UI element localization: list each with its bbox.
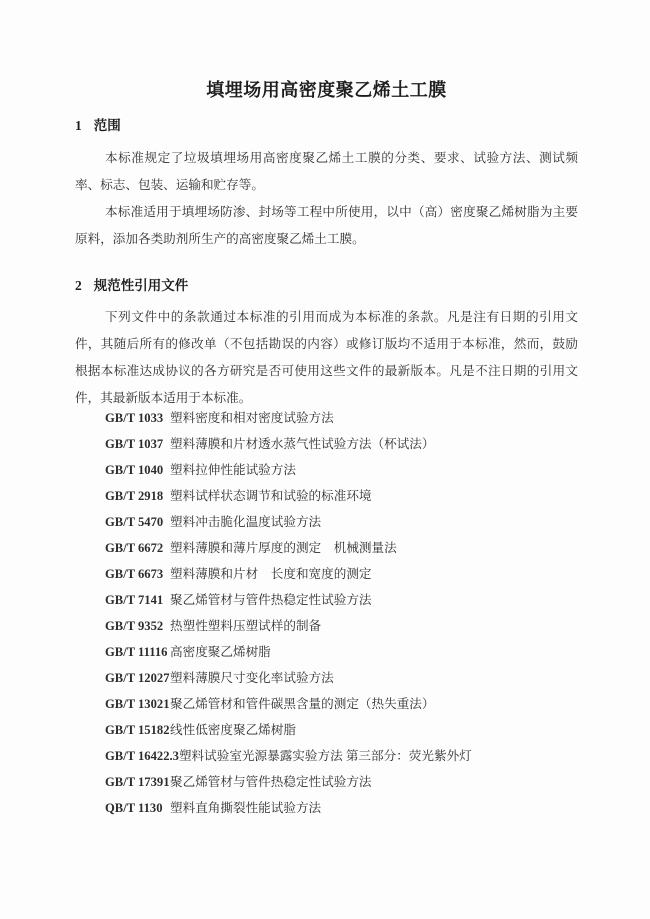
document-title: 填埋场用高密度聚乙烯土工膜 — [206, 80, 447, 100]
reference-code: GB/T 15182 — [105, 723, 170, 737]
reference-title: 塑料试验室光源暴露实验方法 第三部分：荧光紫外灯 — [178, 749, 472, 763]
references-intro-paragraph: 下列文件中的条款通过本标准的引用而成为本标准的条款。凡是注有日期的引用文件，其随后所有的修改单（不包括勘误的内容）或修订版均不适用于本标准，然而，鼓励根据本标准达成协议的各方研究是否可使用这些文件的最新版本。凡是不注日期的引用文件，其最新版本适用于本标准。 — [75, 310, 578, 405]
reference-title: 聚乙烯管材与管件热稳定性试验方法 — [170, 775, 372, 789]
reference-row — [75, 587, 578, 613]
reference-code: GB/T 1033 — [105, 411, 164, 425]
reference-row — [75, 717, 578, 743]
reference-row — [75, 457, 578, 483]
section-references-intro — [75, 304, 578, 412]
reference-title: 聚乙烯管材与管件热稳定性试验方法 — [170, 593, 372, 607]
reference-row — [75, 665, 578, 691]
reference-row — [75, 769, 578, 795]
section-scope-body — [75, 145, 578, 253]
reference-row — [75, 405, 578, 431]
reference-title: 塑料薄膜尺寸变化率试验方法 — [170, 671, 334, 685]
section-references-number: 2 — [75, 278, 82, 293]
reference-row — [75, 639, 578, 665]
reference-title: 塑料冲击脆化温度试验方法 — [170, 515, 322, 529]
reference-title: 线性低密度聚乙烯树脂 — [170, 723, 296, 737]
section-scope-number: 1 — [75, 118, 82, 133]
reference-code: GB/T 11116 — [105, 645, 168, 659]
reference-row — [75, 431, 578, 457]
reference-row — [75, 613, 578, 639]
reference-code: GB/T 1040 — [105, 463, 164, 477]
reference-title: 塑料薄膜和片材 长度和宽度的测定 — [170, 567, 372, 581]
section-references-heading — [75, 278, 578, 294]
reference-title: 塑料薄膜和薄片厚度的测定 机械测量法 — [170, 541, 397, 555]
reference-code: GB/T 12027 — [105, 671, 170, 685]
scope-paragraph-1: 本标准规定了垃圾填埋场用高密度聚乙烯土工膜的分类、要求、试验方法、测试频率、标志、包装、运输和贮存等。 — [75, 151, 578, 192]
reference-row — [75, 743, 578, 769]
reference-row — [75, 561, 578, 587]
reference-title: 热塑性塑料压塑试样的制备 — [170, 619, 322, 633]
scope-paragraph-2: 本标准适用于填埋场防渗、封场等工程中所使用，以中（高）密度聚乙烯树脂为主要原料，添加各类助剂所生产的高密度聚乙烯土工膜。 — [75, 205, 578, 246]
reference-title: 塑料试样状态调节和试验的标准环境 — [170, 489, 372, 503]
reference-row — [75, 795, 578, 821]
reference-code: GB/T 5470 — [105, 515, 164, 529]
reference-code: GB/T 6673 — [105, 567, 164, 581]
reference-code: GB/T 1037 — [105, 437, 164, 451]
reference-code: GB/T 6672 — [105, 541, 164, 555]
reference-title: 塑料密度和相对密度试验方法 — [170, 411, 334, 425]
reference-title: 聚乙烯管材和管件碳黑含量的测定（热失重法） — [170, 697, 435, 711]
section-references-heading-label: 规范性引用文件 — [93, 278, 189, 293]
section-scope-heading-label: 范围 — [93, 118, 121, 133]
references-list — [75, 405, 578, 821]
reference-code: GB/T 7141 — [105, 593, 164, 607]
reference-row — [75, 535, 578, 561]
reference-row — [75, 509, 578, 535]
reference-title: 塑料直角撕裂性能试验方法 — [170, 801, 322, 815]
reference-title: 高密度聚乙烯树脂 — [170, 645, 271, 659]
reference-code: GB/T 16422.3 — [105, 749, 179, 763]
reference-code: GB/T 17391 — [105, 775, 170, 789]
reference-row — [75, 691, 578, 717]
reference-code: GB/T 13021 — [105, 697, 170, 711]
reference-code: QB/T 1130 — [105, 801, 163, 815]
reference-title: 塑料薄膜和片材透水蒸气性试验方法（杯试法） — [170, 437, 435, 451]
reference-row — [75, 483, 578, 509]
section-scope-heading — [75, 118, 578, 134]
reference-code: GB/T 2918 — [105, 489, 164, 503]
reference-code: GB/T 9352 — [105, 619, 164, 633]
reference-title: 塑料拉伸性能试验方法 — [170, 463, 296, 477]
